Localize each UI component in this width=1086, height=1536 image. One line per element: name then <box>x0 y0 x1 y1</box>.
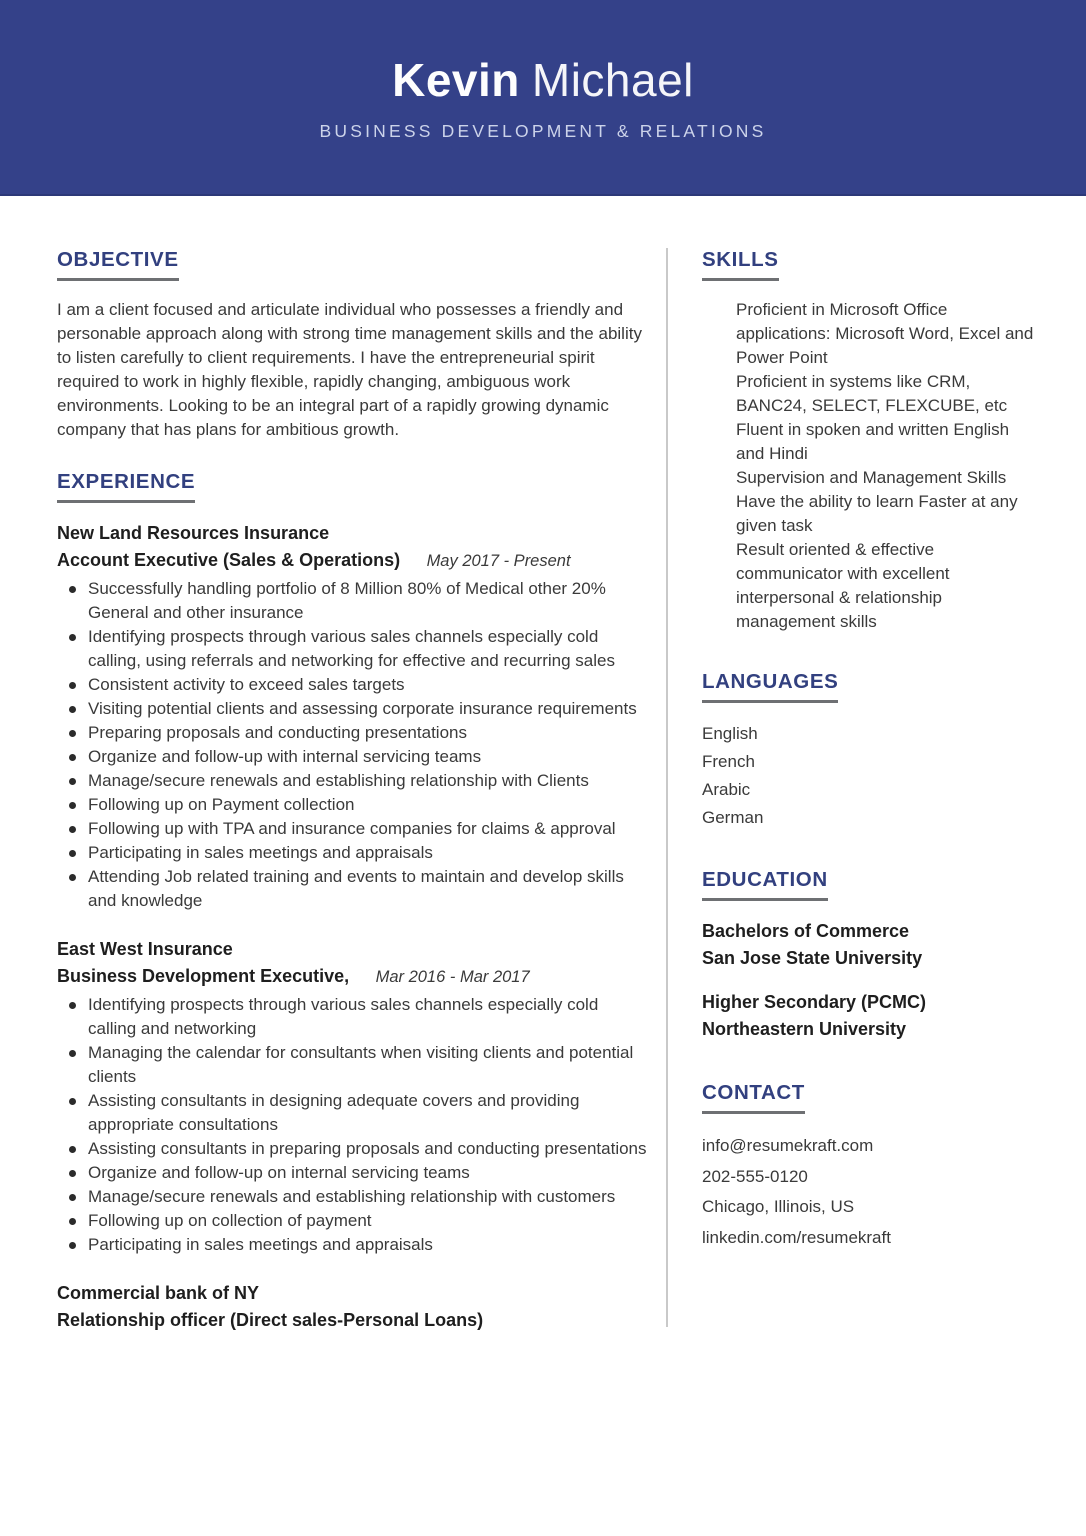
bullet-item: Manage/secure renewals and establishing relationship with customers <box>57 1185 650 1209</box>
contact-list <box>702 1131 1042 1253</box>
skill-item: Proficient in systems like CRM, BANC24, SELECT, FLEXCUBE, etc <box>736 372 1008 415</box>
contact-email: info@resumekraft.com <box>702 1136 874 1155</box>
job-dates: Mar 2016 - Mar 2017 <box>375 968 530 986</box>
bullet-item: Manage/secure renewals and establishing relationship with Clients <box>57 769 650 793</box>
bullet-item: Assisting consultants in designing adequate covers and providing appropriate consultations <box>57 1089 650 1137</box>
bullet-item: Identifying prospects through various sales channels especially cold calling, using referrals and networking for effective and recurring sales <box>57 625 650 673</box>
job-title-row <box>57 547 650 575</box>
education-school: Northeastern University <box>702 1019 907 1039</box>
language-item: Arabic <box>702 780 751 799</box>
job-title: Business Development Executive, <box>57 966 350 986</box>
bullet-item: Consistent activity to exceed sales targets <box>57 673 650 697</box>
contact-phone: 202-555-0120 <box>702 1166 808 1186</box>
education-degree: Bachelors of Commerce <box>702 921 910 941</box>
job-company: New Land Resources Insurance <box>57 523 330 543</box>
skill-item: Proficient in Microsoft Office applications: Microsoft Word, Excel and Power Point <box>736 300 1034 367</box>
education-entry <box>702 918 1042 972</box>
skill-item: Fluent in spoken and written English and Hindi <box>736 420 1010 463</box>
job-bullet-list <box>57 993 650 1257</box>
objective-text: I am a client focused and articulate individual who possesses a friendly and personable approach along with strong time management skills and the ability to listen carefully to client requirements. I have the entrepreneurial spirit required to work in highly flexible, rapidly changing, ambiguous work environments. Looking to be an integral part of a rapidly growing dynamic company that has plans for ambitious growth. <box>57 300 642 439</box>
education-degree: Higher Secondary (PCMC) <box>702 992 927 1012</box>
bullet-item: Following up with TPA and insurance companies for claims & approval <box>57 817 650 841</box>
job-title: Account Executive (Sales & Operations) <box>57 550 401 570</box>
objective-section <box>57 248 650 442</box>
job-dates: May 2017 - Present <box>426 552 571 570</box>
language-item: English <box>702 724 758 743</box>
education-school: San Jose State University <box>702 948 923 968</box>
bullet-item: Successfully handling portfolio of 8 Million 80% of Medical other 20% General and other insurance <box>57 577 650 625</box>
bullet-item: Preparing proposals and conducting presentations <box>57 721 650 745</box>
experience-heading: EXPERIENCE <box>57 470 195 503</box>
bullet-item: Managing the calendar for consultants when visiting clients and potential clients <box>57 1041 650 1089</box>
bullet-item: Organize and follow-up with internal servicing teams <box>57 745 650 769</box>
bullet-item: Attending Job related training and events to maintain and develop skills and knowledge <box>57 865 650 913</box>
bullet-item: Following up on Payment collection <box>57 793 650 817</box>
experience-section <box>57 470 650 1335</box>
education-heading: EDUCATION <box>702 868 828 901</box>
contact-section <box>702 1081 1042 1253</box>
bullet-item: Organize and follow-up on internal servicing teams <box>57 1161 650 1185</box>
bullet-item: Participating in sales meetings and appraisals <box>57 841 650 865</box>
last-name: Michael <box>531 53 694 106</box>
job-title-row <box>57 1307 650 1335</box>
skills-list <box>702 298 1042 634</box>
bullet-item: Assisting consultants in preparing proposals and conducting presentations <box>57 1137 650 1161</box>
skills-heading: SKILLS <box>702 248 779 281</box>
language-item: German <box>702 808 764 827</box>
languages-heading: LANGUAGES <box>702 670 838 703</box>
person-name <box>392 53 694 107</box>
job-title: Relationship officer (Direct sales-Personal Loans) <box>57 1310 484 1330</box>
education-section <box>702 868 1042 1043</box>
job-title-row <box>57 963 650 991</box>
skills-section <box>702 248 1042 634</box>
job-company: Commercial bank of NY <box>57 1283 260 1303</box>
job-bullet-list <box>57 577 650 913</box>
languages-list <box>702 720 1042 832</box>
experience-job <box>57 520 650 913</box>
first-name: Kevin <box>392 53 520 106</box>
bullet-item: Participating in sales meetings and appraisals <box>57 1233 650 1257</box>
skill-item: Supervision and Management Skills <box>736 468 1007 487</box>
header-banner <box>0 0 1086 196</box>
job-company: East West Insurance <box>57 939 233 959</box>
bullet-item: Identifying prospects through various sales channels especially cold calling and networking <box>57 993 650 1041</box>
experience-job <box>57 1280 650 1335</box>
skill-item: Result oriented & effective communicator with excellent interpersonal & relationship management skills <box>736 540 950 631</box>
education-entry <box>702 989 1042 1043</box>
contact-location: Chicago, Illinois, US <box>702 1197 855 1216</box>
bullet-item: Following up on collection of payment <box>57 1209 650 1233</box>
experience-job <box>57 936 650 1257</box>
contact-linkedin: linkedin.com/resumekraft <box>702 1227 891 1247</box>
left-column <box>57 248 650 1363</box>
language-item: French <box>702 752 755 771</box>
right-column <box>668 248 1042 1363</box>
skill-item: Have the ability to learn Faster at any given task <box>736 492 1018 535</box>
job-role-subtitle: BUSINESS DEVELOPMENT & RELATIONS <box>319 120 767 141</box>
bullet-item: Visiting potential clients and assessing corporate insurance requirements <box>57 697 650 721</box>
content-area <box>0 196 1086 1393</box>
objective-heading: OBJECTIVE <box>57 248 179 281</box>
languages-section <box>702 670 1042 832</box>
contact-heading: CONTACT <box>702 1081 805 1114</box>
